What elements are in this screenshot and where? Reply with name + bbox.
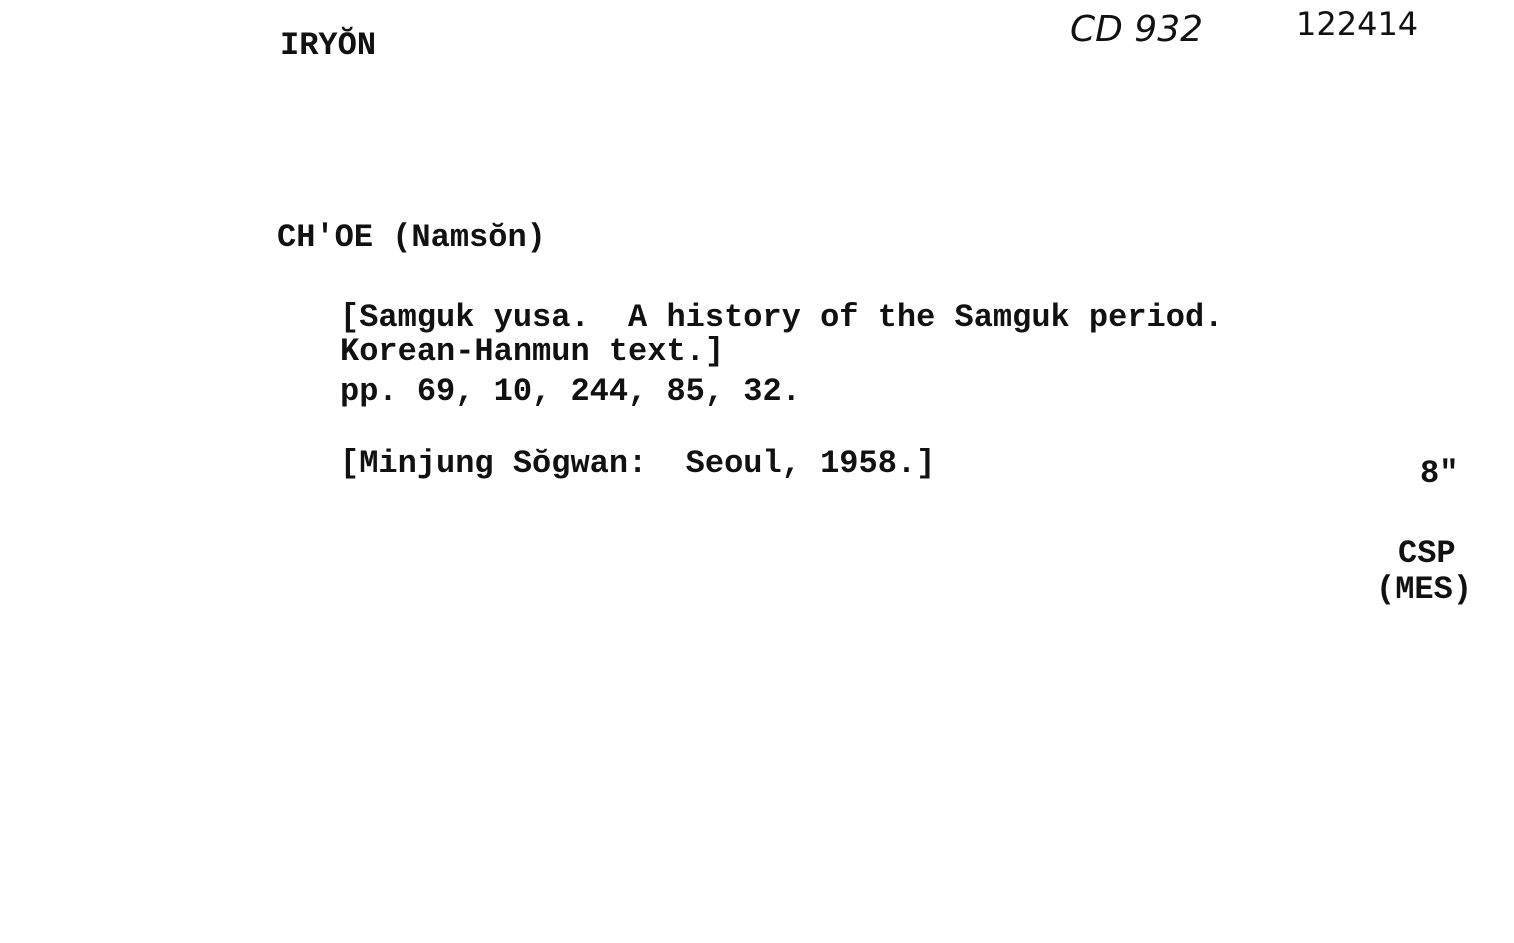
accession-number: 122414 — [1296, 5, 1419, 43]
author: CH'OE (Namsŏn) — [277, 219, 546, 256]
size: 8" — [1420, 455, 1459, 492]
call-number: CD 932 — [1070, 9, 1204, 50]
title-line-2: Korean-Hanmun text.] — [340, 333, 725, 370]
pagination: pp. 69, 10, 244, 85, 32. — [340, 373, 801, 410]
cataloger-initials: CSP — [1398, 535, 1456, 572]
reviewer-initials: (MES) — [1376, 571, 1473, 608]
title-line-1: [Samguk yusa. A history of the Samguk period. — [340, 299, 1224, 336]
heading: IRYŎN — [280, 27, 377, 64]
imprint: [Minjung Sŏgwan: Seoul, 1958.] — [340, 445, 936, 482]
